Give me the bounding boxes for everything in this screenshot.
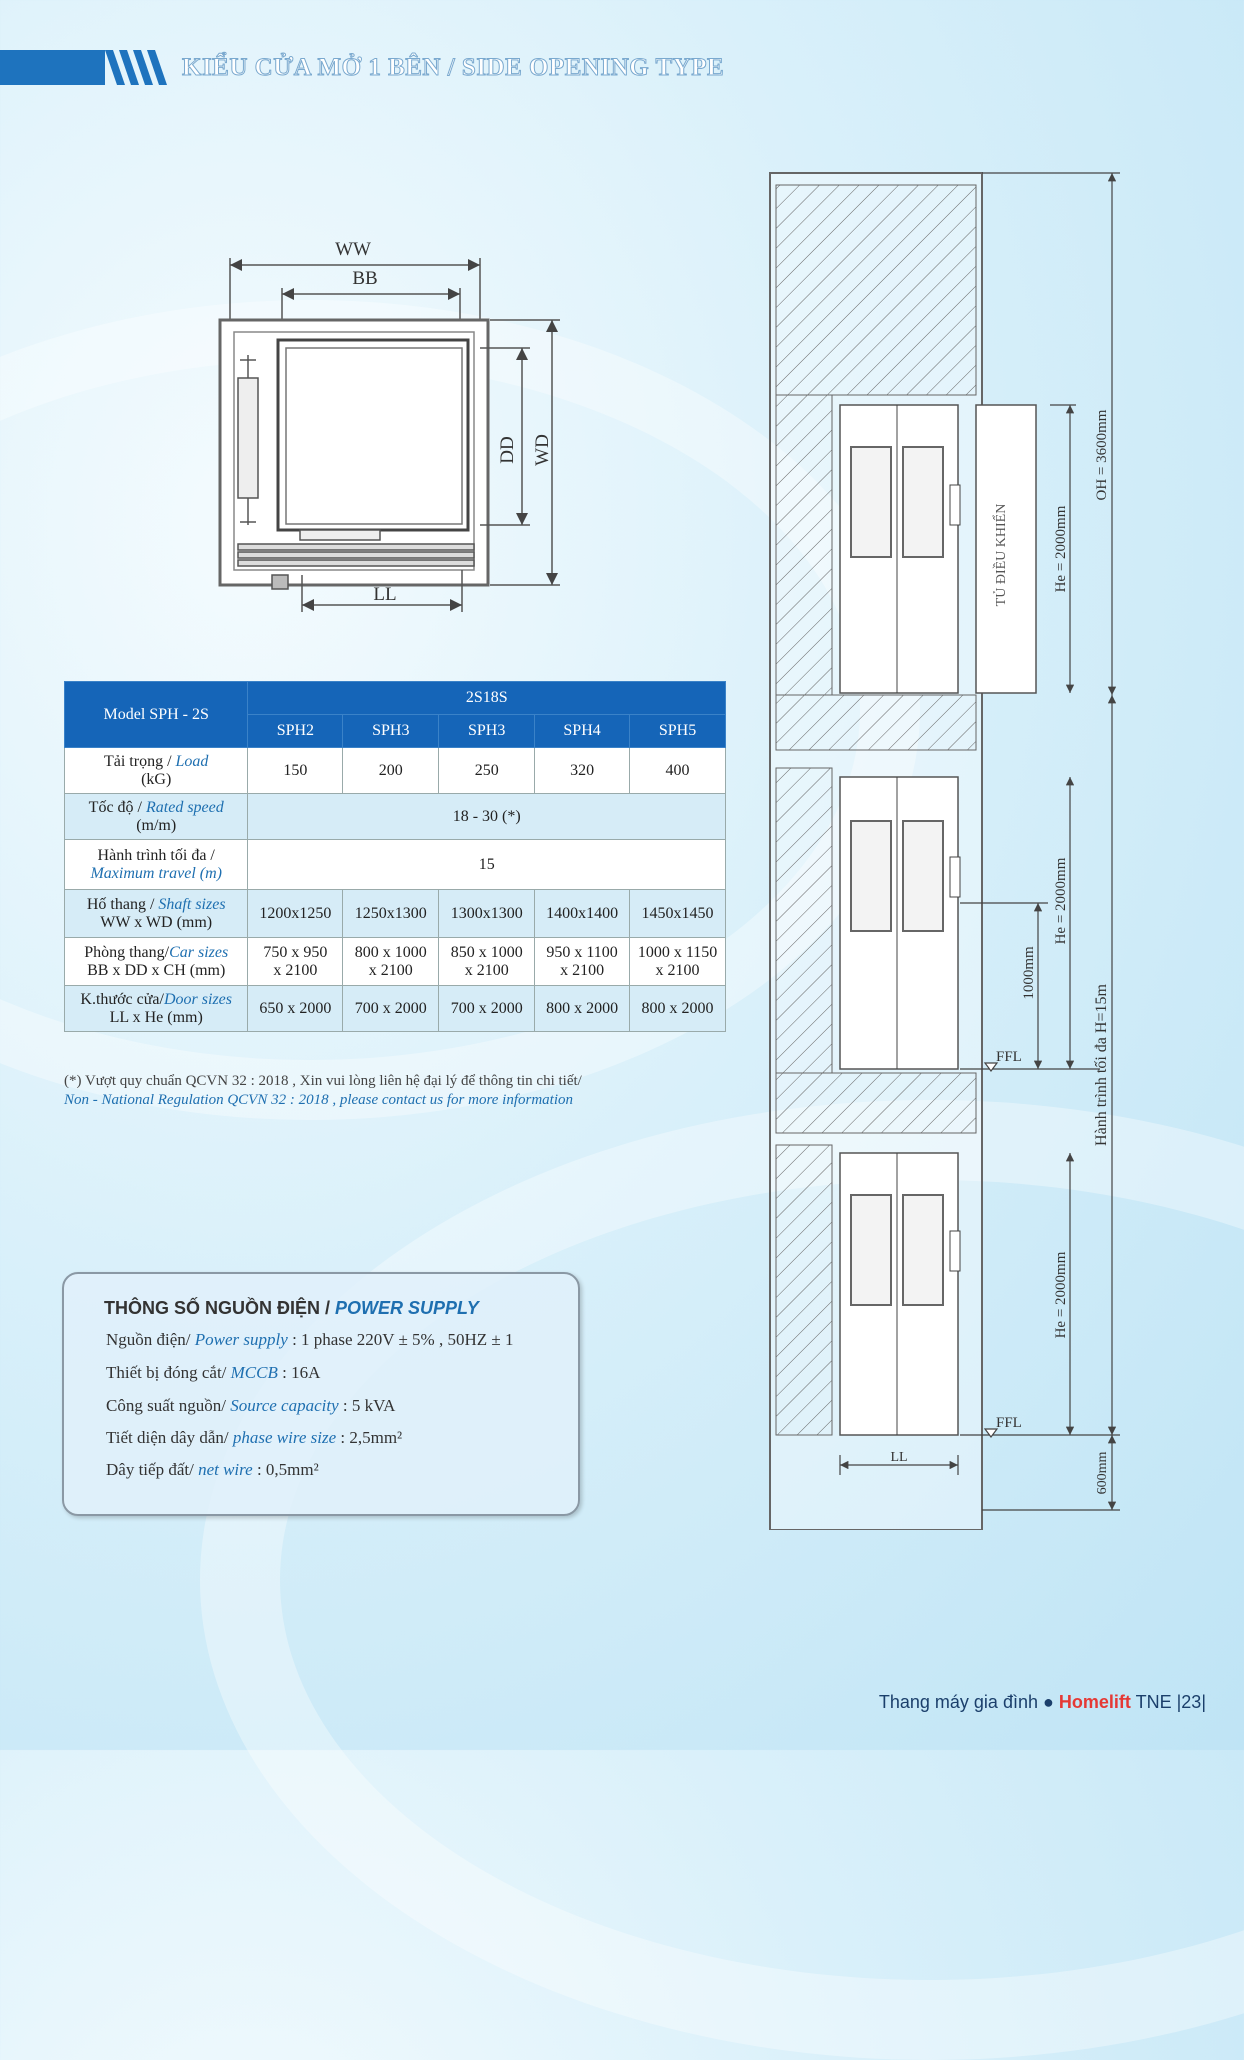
oh-label: OH = 3600mm [1094, 409, 1110, 501]
ffl-label-1: FFL [996, 1049, 1022, 1065]
ll-label: LL [373, 584, 397, 605]
page-number-separator: | [1201, 1692, 1206, 1712]
table-cell: 400 [630, 748, 726, 794]
bullet-icon: ● [1043, 1692, 1054, 1712]
travel-label: Hành trình tối đa H=15m [1093, 984, 1110, 1146]
header-bar [0, 50, 105, 85]
table-cell: 150 [248, 748, 343, 794]
footer-text: Thang máy gia đình [878, 1692, 1038, 1712]
footer [879, 1692, 1206, 1713]
power-line: Tiết diện dây dẫn/ phase wire size : 2,5mm² [106, 1428, 403, 1447]
table-row [65, 986, 726, 1032]
table-row [65, 890, 726, 938]
footnote [64, 1072, 582, 1110]
table-cell: 700 x 2000 [343, 986, 439, 1032]
page-number-separator: | [1176, 1692, 1182, 1712]
ww-label: WW [335, 239, 371, 260]
page-number: 23 [1181, 1692, 1202, 1712]
shaft-plan-drawing [200, 230, 580, 620]
table-row [65, 938, 726, 986]
footer-brand: Homelift [1058, 1692, 1131, 1712]
dim-1000-label: 1000mm [1021, 946, 1037, 1000]
wd-label: WD [532, 434, 553, 466]
ffl-label-2: FFL [996, 1415, 1022, 1431]
table-cell: 1200x1250 [248, 890, 343, 938]
table-cell: 850 x 1000 x 2100 [439, 938, 535, 986]
row-label-car: Phòng thang/Car sizes BB x DD x CH (mm) [65, 938, 248, 986]
table-cell: 950 x 1100 x 2100 [535, 938, 630, 986]
power-line: Thiết bị đóng cắt/ MCCB : 16A [106, 1363, 321, 1382]
model-col-header: SPH5 [630, 715, 726, 748]
table-cell: 250 [439, 748, 535, 794]
table-cell: 700 x 2000 [439, 986, 535, 1032]
row-label-speed: Tốc độ / Rated speed (m/m) [65, 794, 248, 840]
footnote-vi: (*) Vượt quy chuẩn QCVN 32 : 2018 , Xin vui lòng liên hệ đại lý để thông tin chi tiết/ [64, 1073, 582, 1089]
power-supply-title: THÔNG SỐ NGUỒN ĐIỆN / POWER SUPPLY [104, 1298, 479, 1318]
table-row [65, 748, 726, 794]
table-cell: 800 x 1000 x 2100 [343, 938, 439, 986]
pit-label: 600mm [1095, 1451, 1110, 1495]
group-header: 2S18S [248, 682, 726, 715]
table-cell: 1450x1450 [630, 890, 726, 938]
table-cell: 320 [535, 748, 630, 794]
table-cell: 800 x 2000 [630, 986, 726, 1032]
table-cell: 750 x 950 x 2100 [248, 938, 343, 986]
table-row [65, 794, 726, 840]
he-mid-label: He = 2000mm [1053, 857, 1069, 945]
table-cell: 1000 x 1150 x 2100 [630, 938, 726, 986]
row-label-shaft: Hố thang / Shaft sizes WW x WD (mm) [65, 890, 248, 938]
power-line: Dây tiếp đất/ net wire : 0,5mm² [106, 1460, 319, 1479]
power-supply-box [62, 1272, 580, 1516]
table-cell: 800 x 2000 [535, 986, 630, 1032]
header-stripes [105, 50, 175, 85]
table-cell: 1250x1300 [343, 890, 439, 938]
shaft-elevation-drawing [760, 165, 1130, 1530]
spec-table [64, 681, 726, 1032]
row-label-load: Tải trọng / Load (kG) [65, 748, 248, 794]
row-label-travel: Hành trình tối đa / Maximum travel (m) [65, 840, 248, 890]
table-cell: 650 x 2000 [248, 986, 343, 1032]
table-cell: 15 [248, 840, 726, 890]
spec-table-wrapper [64, 681, 726, 1032]
footer-suffix: TNE [1135, 1692, 1172, 1712]
page-title: KIỂU CỬA MỞ 1 BÊN / SIDE OPENING TYPE [182, 54, 725, 81]
model-col-header: SPH3 [439, 715, 535, 748]
table-cell: 200 [343, 748, 439, 794]
power-line: Nguồn điện/ Power supply : 1 phase 220V ± 5% , 50HZ ± 1 [106, 1330, 514, 1349]
row-label-door: K.thước cửa/Door sizes LL x He (mm) [65, 986, 248, 1032]
table-cell: 1300x1300 [439, 890, 535, 938]
model-col-header: SPH2 [248, 715, 343, 748]
power-line: Công suất nguồn/ Source capacity : 5 kVA [106, 1396, 396, 1415]
model-header: Model SPH - 2S [65, 682, 248, 748]
footnote-en: Non - National Regulation QCVN 32 : 2018 , please contact us for more information [64, 1092, 574, 1108]
model-col-header: SPH3 [343, 715, 439, 748]
ll-bottom-label: LL [890, 1450, 908, 1465]
table-cell: 18 - 30 (*) [248, 794, 726, 840]
he-bottom-label: He = 2000mm [1053, 1251, 1069, 1339]
dd-label: DD [497, 436, 518, 464]
table-cell: 1400x1400 [535, 890, 630, 938]
model-col-header: SPH4 [535, 715, 630, 748]
table-row [65, 840, 726, 890]
he-top-label: He = 2000mm [1053, 505, 1069, 593]
bb-label: BB [352, 268, 378, 289]
control-cabinet-label: TỦ ĐIỀU KHIỂN [994, 503, 1009, 607]
